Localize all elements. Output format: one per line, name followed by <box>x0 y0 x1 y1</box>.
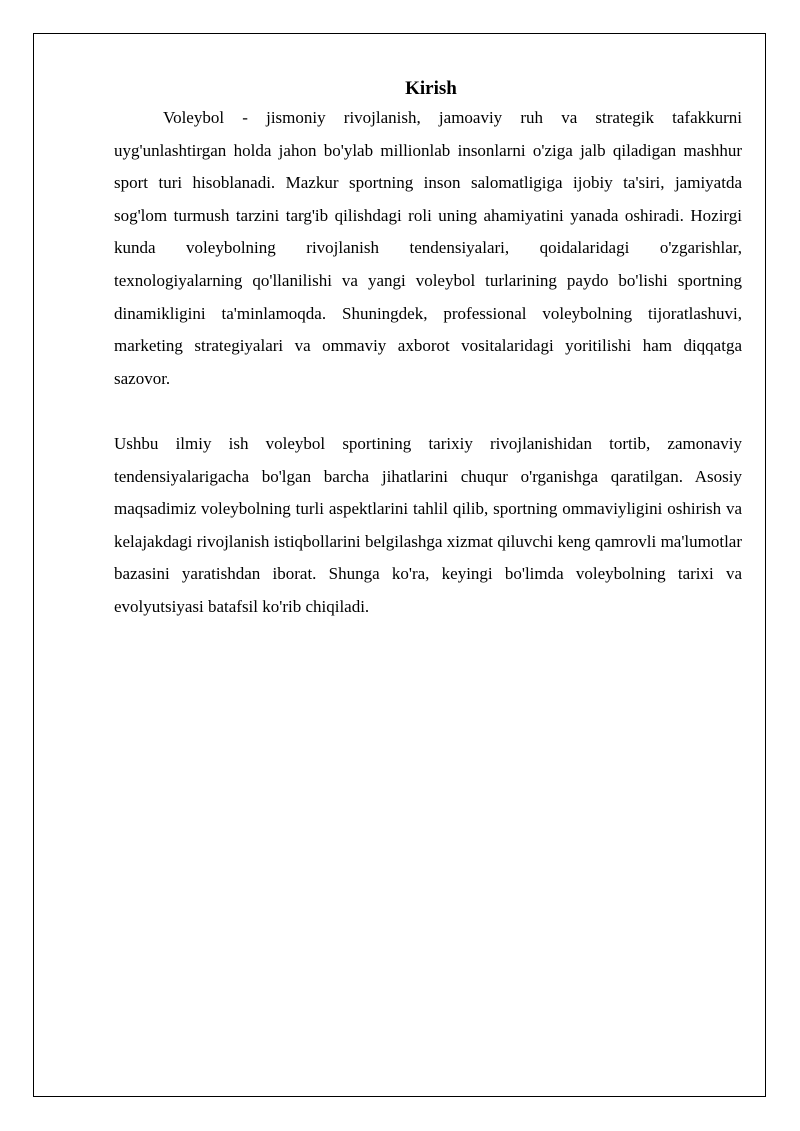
paragraph-spacer <box>114 395 742 428</box>
document-title: Kirish <box>405 78 457 99</box>
paragraph-purpose: Ushbu ilmiy ish voleybol sportining tarixiy rivojlanishidan tortib, zamonaviy tendensiyalarigacha bo'lgan barcha jihatlarini chuqur o'rganishga qaratilgan. Asosiy maqsadimiz voleybolning turli aspektlarini tahlil qilib, sportning ommaviyligini oshirish va kelajakdagi rivojlanish istiqbollarini belgilashga xizmat qiluvchi keng qamrovli ma'lumotlar bazasini yaratishdan iborat. Shunga ko'ra, keyingi bo'limda voleybolning tarixi va evolyutsiyasi batafsil ko'rib chiqiladi. <box>114 433 742 616</box>
paragraph-intro: Voleybol - jismoniy rivojlanish, jamoaviy ruh va strategik tafakkurni uyg'unlashtirgan holda jahon bo'ylab millionlab insonlarni o'ziga jalb qiladigan mashhur sport turi hisoblanadi. Mazkur sportning inson salomatligiga ijobiy ta'siri, jamiyatda sog'lom turmush tarzini targ'ib qilishdagi roli uning ahamiyatini yanada oshiradi. Hozirgi kunda voleybolning rivojlanish tendensiyalari, qoidalaridagi o'zgarishlar, texnologiyalarning qo'llanilishi va yangi voleybol turlarining paydo bo'lishi sportning dinamikligini ta'minlamoqda. Shuningdek, professional voleybolning tijoratlashuvi, marketing strategiyalari va ommaviy axborot vositalaridagi yoritilishi ham diqqatga sazovor. <box>114 108 742 388</box>
document-body <box>114 76 742 624</box>
